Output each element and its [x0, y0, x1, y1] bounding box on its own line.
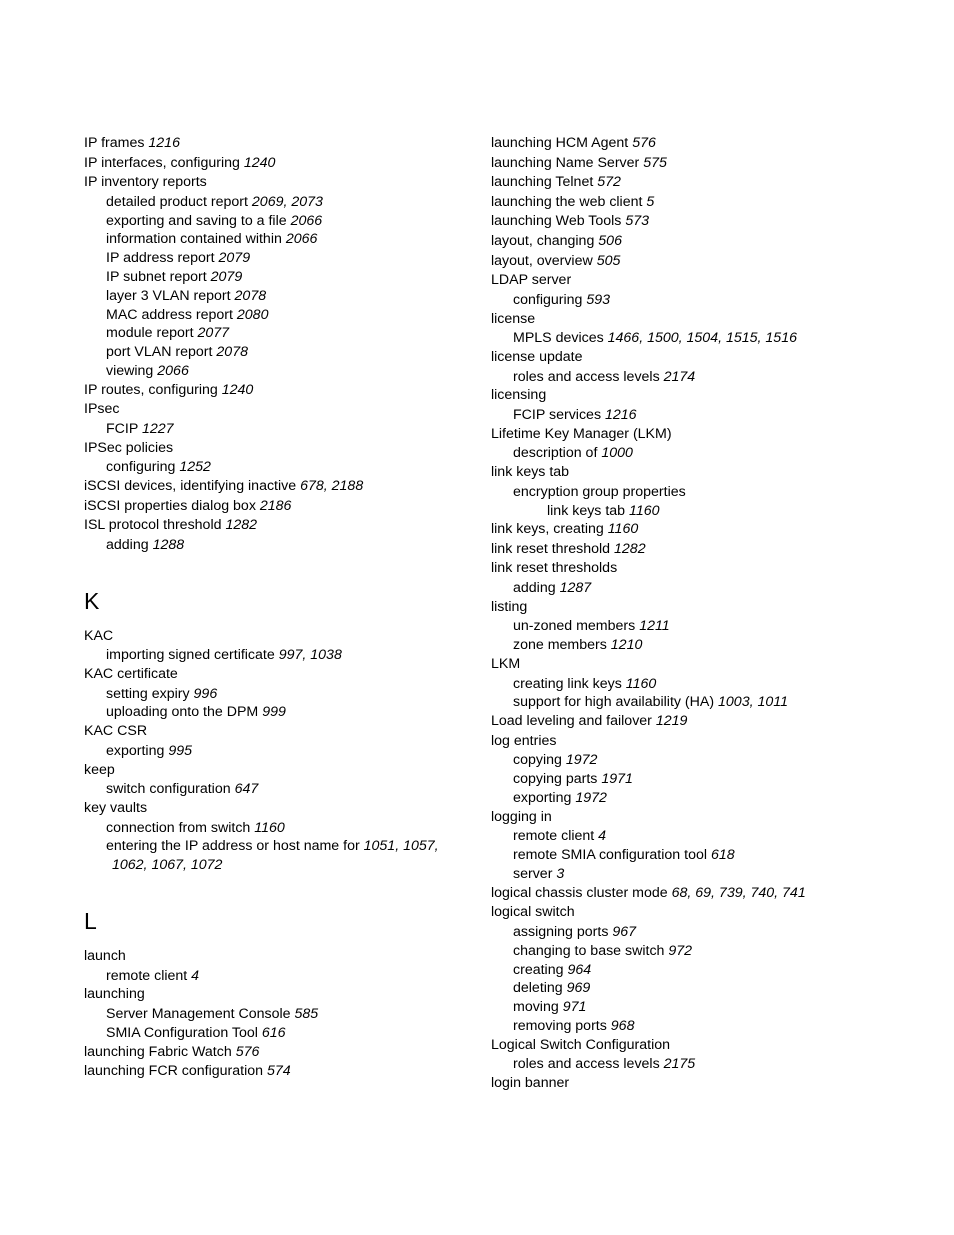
index-entry	[84, 497, 474, 517]
index-subentry	[513, 961, 931, 980]
index-subentry	[513, 789, 931, 808]
page-reference[interactable]: 2066	[290, 212, 323, 229]
index-entry	[491, 520, 931, 540]
index-subentry	[513, 770, 931, 789]
index-entry	[84, 799, 474, 819]
page-reference[interactable]: 996	[193, 685, 218, 702]
index-subentry	[513, 846, 931, 865]
index-term: login banner	[491, 1075, 570, 1092]
index-term: exporting	[106, 742, 165, 759]
index-subentry	[513, 1017, 931, 1036]
index-term: key vaults	[84, 800, 148, 817]
page-reference[interactable]: 574	[266, 1063, 291, 1080]
index-entry	[84, 665, 474, 685]
index-entry	[84, 761, 474, 781]
page-reference[interactable]: 4	[191, 967, 200, 984]
index-entry	[491, 252, 931, 272]
index-term: copying	[513, 752, 562, 769]
index-subentry	[513, 329, 931, 348]
page-reference[interactable]: 1211	[639, 618, 670, 635]
index-term: log entries	[491, 732, 557, 749]
page-reference[interactable]: 1219	[655, 713, 688, 730]
index-term: KAC CSR	[84, 723, 148, 740]
index-term: iSCSI devices, identifying inactive	[84, 478, 297, 495]
index-subentry	[106, 967, 474, 986]
index-term: creating link keys	[513, 675, 622, 692]
index-entry	[491, 559, 931, 579]
index-subentry	[106, 230, 474, 249]
index-term: link reset thresholds	[491, 560, 618, 577]
index-entry	[491, 598, 931, 618]
page-reference[interactable]: 1972	[565, 752, 598, 769]
index-subentry	[106, 268, 474, 287]
page-reference[interactable]: 968	[610, 1017, 635, 1034]
index-subentry	[513, 579, 931, 598]
index-entry	[491, 425, 931, 445]
index-term: remote client	[106, 967, 188, 984]
index-subentry	[106, 212, 474, 231]
index-term: launching HCM Agent	[491, 135, 629, 151]
index-term: viewing	[106, 362, 154, 379]
page-reference[interactable]: 1216	[605, 406, 637, 423]
index-entry	[491, 463, 931, 483]
index-term: MPLS devices	[513, 330, 604, 347]
index-term: uploading onto the DPM	[106, 704, 259, 721]
page-reference[interactable]: 1288	[152, 536, 185, 553]
page-reference[interactable]: 647	[234, 781, 259, 798]
index-term: ISL protocol threshold	[84, 517, 222, 534]
index-term: logical chassis cluster mode	[491, 884, 668, 901]
index-entry	[491, 386, 931, 406]
index-term: remote SMIA configuration tool	[513, 847, 707, 864]
index-term: link keys, creating	[491, 521, 604, 538]
index-term: launch	[84, 948, 126, 965]
index-term: IP routes, configuring	[84, 381, 218, 398]
page-reference[interactable]: 2186	[259, 497, 292, 514]
index-term: port VLAN report	[106, 344, 213, 361]
index-term: roles and access levels	[513, 368, 660, 385]
section-letter-heading: L	[84, 908, 97, 935]
page-reference[interactable]: 5	[646, 193, 655, 210]
page-reference[interactable]: 964	[567, 961, 592, 978]
index-term: IP subnet report	[106, 268, 207, 285]
index-subentry	[513, 923, 931, 942]
index-subentry	[106, 780, 474, 799]
index-entry	[491, 903, 931, 923]
index-term: creating	[513, 961, 564, 978]
index-term: exporting	[513, 790, 572, 807]
index-subentry	[106, 536, 474, 555]
page-reference[interactable]: 2077	[197, 325, 230, 342]
index-entry	[491, 232, 931, 252]
index-term: launching FCR configuration	[84, 1063, 264, 1080]
index-subentry	[513, 998, 931, 1017]
page-reference[interactable]: 1000	[601, 445, 633, 462]
index-subentry	[106, 306, 474, 325]
index-term: Logical Switch Configuration	[491, 1036, 671, 1053]
index-term: changing to base switch	[513, 942, 665, 959]
page-reference[interactable]: 1003, 1011	[718, 694, 788, 711]
index-term: deleting	[513, 980, 563, 997]
page-reference[interactable]: 573	[625, 213, 650, 230]
page-reference[interactable]: 1160	[607, 521, 639, 538]
index-column-left	[84, 134, 474, 1082]
page-reference[interactable]: 2079	[210, 268, 243, 285]
page-reference[interactable]: 1051, 1057,	[363, 838, 439, 855]
index-term: launching Name Server	[491, 154, 640, 171]
index-entry	[84, 1043, 474, 1063]
index-term: server	[513, 866, 553, 883]
index-entry	[491, 154, 931, 174]
index-entry	[491, 884, 931, 904]
index-subentry	[513, 291, 931, 310]
page-reference[interactable]: 593	[586, 291, 611, 308]
index-subentry	[513, 368, 931, 387]
index-entry	[491, 134, 931, 154]
index-term: keep	[84, 761, 115, 778]
index-term: encryption group properties	[513, 483, 686, 500]
index-subentry	[106, 742, 474, 761]
page-reference[interactable]: 4	[598, 828, 607, 845]
index-term: IPSec policies	[84, 439, 174, 456]
page-reference[interactable]: 2079	[218, 250, 251, 267]
index-subentry	[112, 856, 474, 875]
index-term: removing ports	[513, 1017, 607, 1034]
page-reference[interactable]: 68, 69, 739, 740, 741	[671, 884, 806, 901]
index-subentry	[513, 979, 931, 998]
index-entry	[491, 655, 931, 675]
page-reference[interactable]: 999	[262, 704, 286, 721]
index-subentry	[513, 675, 931, 694]
index-entry	[84, 439, 474, 459]
page-reference[interactable]: 575	[643, 154, 667, 171]
index-term: license update	[491, 348, 583, 365]
index-entry	[84, 722, 474, 742]
index-entry	[84, 1062, 474, 1082]
index-term: IP interfaces, configuring	[84, 154, 240, 171]
index-term: IP frames	[84, 135, 145, 151]
index-term: description of	[513, 445, 598, 462]
index-term: IPsec	[84, 401, 120, 418]
page-reference[interactable]: 1466, 1500, 1504, 1515, 1516	[607, 330, 797, 347]
section-letter-heading: K	[84, 587, 100, 614]
index-subentry	[106, 703, 474, 722]
page-reference[interactable]: 2078	[216, 344, 248, 361]
index-subentry	[106, 1005, 474, 1024]
page-reference[interactable]: 1252	[179, 459, 211, 476]
index-term: logging in	[491, 808, 552, 825]
index-term: connection from switch	[106, 819, 251, 836]
index-entry	[491, 732, 931, 752]
page-reference[interactable]: 997, 1038	[278, 647, 342, 664]
index-entry	[84, 154, 474, 174]
index-term: entering the IP address or host name for	[106, 838, 360, 855]
index-term: setting expiry	[106, 685, 190, 702]
index-term: KAC certificate	[84, 666, 178, 683]
index-term: adding	[513, 580, 556, 597]
index-subentry	[106, 458, 474, 477]
index-term: un-zoned members	[513, 618, 636, 635]
index-entry	[491, 1036, 931, 1056]
page-reference[interactable]: 1160	[254, 819, 285, 836]
page-reference[interactable]: 506	[598, 232, 622, 249]
page-reference[interactable]: 576	[632, 135, 656, 151]
page-reference[interactable]: 585	[294, 1006, 319, 1023]
index-term: LKM	[491, 656, 521, 673]
index-entry	[84, 173, 474, 193]
index-entry	[491, 212, 931, 232]
index-entry	[491, 193, 931, 213]
page-reference[interactable]: 2080	[236, 306, 269, 323]
index-entry	[491, 173, 931, 193]
index-term: licensing	[491, 387, 547, 404]
page-reference[interactable]: 1971	[601, 771, 633, 788]
index-subentry	[106, 343, 474, 362]
index-entry	[84, 985, 474, 1005]
page-reference[interactable]: 1240	[243, 154, 276, 171]
page-reference[interactable]: 2069, 2073	[251, 193, 323, 210]
page-reference[interactable]: 972	[668, 942, 693, 959]
index-term: launching Web Tools	[491, 213, 622, 230]
page-reference[interactable]: 1287	[559, 580, 592, 597]
index-term: Lifetime Key Manager (LKM)	[491, 425, 672, 442]
index-subentry	[106, 646, 474, 665]
index-subentry	[513, 865, 931, 884]
page-reference[interactable]: 971	[562, 999, 587, 1016]
page-reference[interactable]: 505	[596, 252, 621, 269]
page-reference[interactable]: 969	[566, 980, 591, 997]
index-subentry	[106, 249, 474, 268]
index-term: module report	[106, 325, 194, 342]
index-term: FCIP services	[513, 406, 602, 423]
index-term: LDAP server	[491, 272, 572, 289]
index-term: layer 3 VLAN report	[106, 287, 231, 304]
index-term: MAC address report	[106, 306, 233, 323]
index-term: remote client	[513, 828, 595, 845]
index-term: configuring	[106, 459, 176, 476]
index-term: link keys tab	[491, 464, 570, 481]
index-entry	[84, 400, 474, 420]
index-entry	[84, 516, 474, 536]
index-subentry	[106, 287, 474, 306]
index-entry	[84, 627, 474, 647]
index-term: KAC	[84, 627, 114, 644]
index-term: switch configuration	[106, 781, 231, 798]
page-reference[interactable]: 618	[710, 847, 735, 864]
index-term: link reset threshold	[491, 540, 611, 557]
index-term: exporting and saving to a file	[106, 212, 287, 229]
index-term: iSCSI properties dialog box	[84, 497, 256, 514]
page-reference[interactable]: 576	[235, 1043, 260, 1060]
page-reference[interactable]: 3	[556, 866, 565, 883]
index-term: detailed product report	[106, 193, 248, 210]
index-subentry	[106, 362, 474, 381]
page-reference[interactable]: 2066	[157, 362, 189, 379]
index-subentry	[513, 942, 931, 961]
index-subentry	[106, 837, 474, 856]
index-subentry	[513, 1055, 931, 1074]
index-term: listing	[491, 598, 528, 615]
index-term: link keys tab	[547, 502, 626, 519]
page-reference[interactable]: 2066	[285, 231, 318, 248]
index-subentry	[513, 406, 931, 425]
index-term: adding	[106, 536, 149, 553]
index-term: layout, overview	[491, 252, 593, 269]
index-term: IP address report	[106, 250, 215, 267]
page-reference[interactable]: 2078	[234, 287, 267, 304]
index-column-right	[491, 134, 931, 1094]
index-subentry	[513, 636, 931, 655]
index-term: support for high availability (HA)	[513, 694, 715, 711]
index-entry	[84, 947, 474, 967]
index-entry	[491, 808, 931, 828]
index-entry	[491, 348, 931, 368]
page-reference[interactable]: 1216	[148, 135, 180, 151]
index-term: SMIA Configuration Tool	[106, 1024, 258, 1041]
index-entry	[84, 381, 474, 401]
page-reference[interactable]: 1282	[225, 517, 258, 534]
index-term: layout, changing	[491, 232, 595, 249]
index-term: information contained within	[106, 231, 282, 248]
index-subentry	[513, 693, 931, 712]
index-term: zone members	[513, 637, 607, 654]
index-subentry	[513, 827, 931, 846]
index-subentry	[513, 617, 931, 636]
index-term: Load leveling and failover	[491, 713, 652, 730]
index-term: roles and access levels	[513, 1056, 660, 1073]
index-term: launching	[84, 986, 145, 1003]
page-reference[interactable]: 616	[261, 1024, 286, 1041]
index-subentry	[513, 751, 931, 770]
index-subentry	[513, 483, 931, 502]
page-reference[interactable]: 1160	[629, 502, 660, 519]
index-entry	[491, 310, 931, 330]
index-subentry	[513, 444, 931, 463]
page-reference[interactable]: 2175	[663, 1056, 696, 1073]
index-entry	[491, 1074, 931, 1094]
page-reference[interactable]: 1062, 1067, 1072	[112, 857, 223, 874]
page-reference[interactable]: 967	[612, 924, 637, 940]
index-term: launching the web client	[491, 193, 643, 210]
index-term: assigning ports	[513, 924, 609, 940]
index-entry	[491, 712, 931, 732]
index-subentry	[106, 819, 474, 838]
index-term: license	[491, 310, 536, 327]
index-entry	[84, 477, 474, 497]
page-reference[interactable]: 572	[597, 174, 621, 191]
index-subentry	[106, 193, 474, 212]
index-subentry	[547, 502, 931, 521]
index-subentry	[106, 1024, 474, 1043]
page-reference[interactable]: 1972	[575, 790, 607, 807]
page-reference[interactable]: 1160	[625, 675, 657, 692]
index-term: logical switch	[491, 904, 575, 921]
index-subentry	[106, 324, 474, 343]
page-reference[interactable]: 1282	[614, 540, 646, 557]
index-entry	[491, 271, 931, 291]
index-term: Server Management Console	[106, 1006, 291, 1023]
index-subentry	[106, 420, 474, 439]
index-term: copying parts	[513, 771, 598, 788]
index-term: IP inventory reports	[84, 174, 207, 191]
page-reference[interactable]: 1240	[221, 381, 254, 398]
index-term: importing signed certificate	[106, 647, 275, 664]
page-reference[interactable]: 1227	[142, 420, 174, 437]
index-term: moving	[513, 999, 559, 1016]
page-reference[interactable]: 995	[168, 742, 192, 759]
page-reference[interactable]: 2174	[663, 368, 696, 385]
index-subentry	[106, 685, 474, 704]
index-term: configuring	[513, 291, 583, 308]
index-entry	[491, 540, 931, 560]
index-entry	[84, 134, 474, 154]
index-term: launching Telnet	[491, 174, 594, 191]
page-reference[interactable]: 678, 2188	[300, 478, 364, 495]
page-reference[interactable]: 1210	[610, 637, 643, 654]
index-term: FCIP	[106, 420, 139, 437]
index-term: launching Fabric Watch	[84, 1043, 232, 1060]
